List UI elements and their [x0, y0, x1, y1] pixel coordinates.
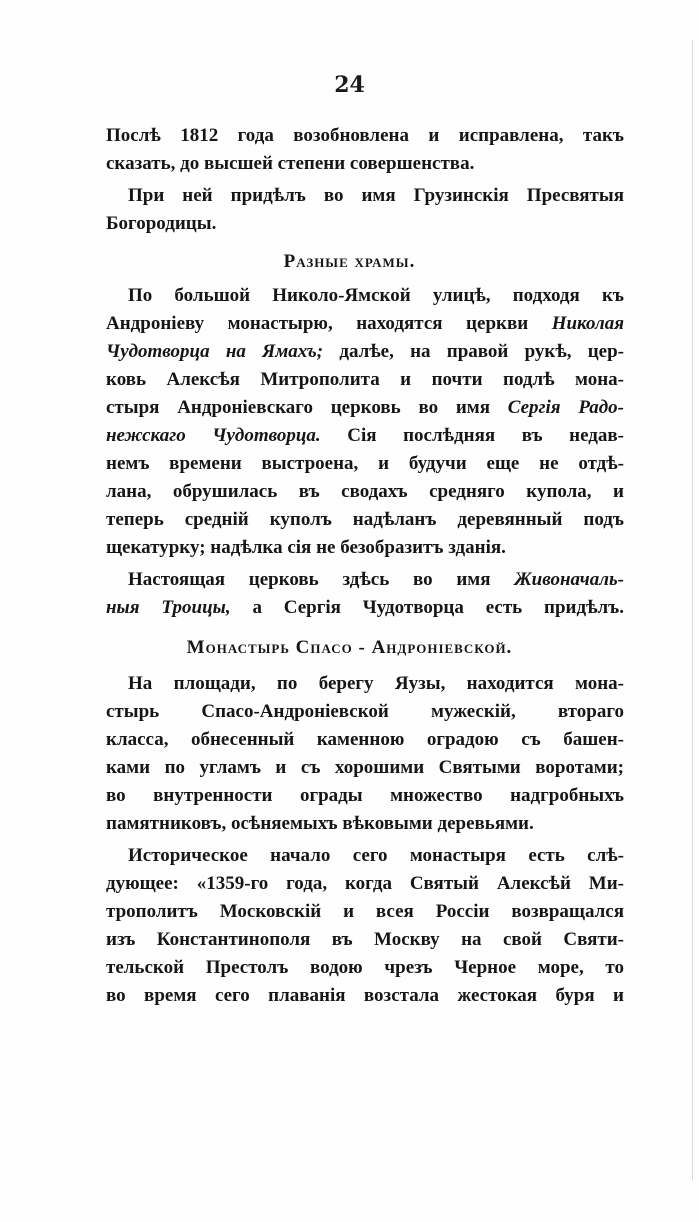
- italic-name: Николая: [551, 313, 625, 334]
- text-line: во время сего плаванія возстала жестокая буря и: [106, 985, 624, 1006]
- text-line: По большой Николо-Ямской улицѣ, подходя къ: [128, 285, 624, 306]
- text-line: [106, 338, 624, 366]
- text-line: Историческое начало сего монастыря есть слѣ-: [128, 845, 624, 866]
- text-line: памятниковъ, осѣняемыхъ вѣковыми деревьями.: [106, 813, 534, 834]
- text-line: лана, обрушилась въ сводахъ средняго купола, и: [106, 481, 624, 502]
- text-line: изъ Константинополя въ Москву на свой Святи-: [106, 929, 624, 950]
- text-span: Настоящая церковь здѣсь во имя: [128, 569, 491, 590]
- section-heading: Монастырь Спасо - Андроніевской.: [186, 637, 513, 658]
- page-number: 24: [334, 72, 365, 98]
- italic-name: ныя Троицы,: [106, 597, 231, 618]
- text-span: стыря Андроніевскаго церковь во имя: [106, 397, 491, 418]
- text-line: [106, 422, 624, 450]
- text-span: Андроніеву монастырю, находятся церкви: [106, 313, 529, 334]
- text-line: стырь Спасо-Андроніевской мужескій, втораго: [106, 701, 624, 722]
- text-span: а Сергія Чудотворца есть придѣлъ.: [252, 597, 625, 618]
- text-line: тельской Престолъ водою чрезъ Черное море, то: [106, 957, 624, 978]
- text-line: На площади, по берегу Яузы, находится мона-: [128, 673, 624, 694]
- text-line: ковь Алексѣя Митрополита и почти подлѣ мона-: [106, 369, 624, 390]
- italic-name: Чудотворца на Ямахъ;: [106, 341, 324, 362]
- text-line: сказать, до высшей степени совершенства.: [106, 153, 475, 174]
- text-span: Сія послѣдняя въ недав-: [347, 425, 624, 446]
- section-heading: Разные храмы.: [283, 251, 416, 272]
- text-line: ками по угламъ и съ хорошими Святыми воротами;: [106, 757, 624, 778]
- text-line: При ней придѣлъ во имя Грузинскія Пресвятыя: [128, 185, 624, 206]
- text-line: теперь средній куполъ надѣланъ деревянный подъ: [106, 509, 624, 530]
- text-line: [106, 594, 624, 622]
- text-span: далѣе, на правой рукѣ, цер-: [339, 341, 625, 362]
- text-line: класса, обнесенный каменною оградою съ башен-: [106, 729, 624, 750]
- italic-name: Живоначаль-: [514, 569, 624, 590]
- text-line: [106, 394, 624, 422]
- text-line: [106, 310, 624, 338]
- text-line: немъ времени выстроена, и будучи еще не отдѣ-: [106, 453, 624, 474]
- page-edge: [692, 40, 693, 1180]
- italic-name: нежскаго Чудотворца.: [106, 425, 321, 446]
- text-line: Богородицы.: [106, 213, 217, 234]
- text-line: Послѣ 1812 года возобновлена и исправлена, такъ: [106, 125, 624, 146]
- italic-name: Сергія Радо-: [507, 397, 624, 418]
- text-line: дующее: «1359-го года, когда Святый Алексѣй Ми-: [106, 873, 624, 894]
- text-line: щекатурку; надѣлка сія не безобразитъ зданія.: [106, 537, 506, 558]
- text-line: во внутренности ограды множество надгробныхъ: [106, 785, 624, 806]
- text-line: трополитъ Московскій и всея Россіи возвращался: [106, 901, 624, 922]
- text-line: [106, 566, 624, 594]
